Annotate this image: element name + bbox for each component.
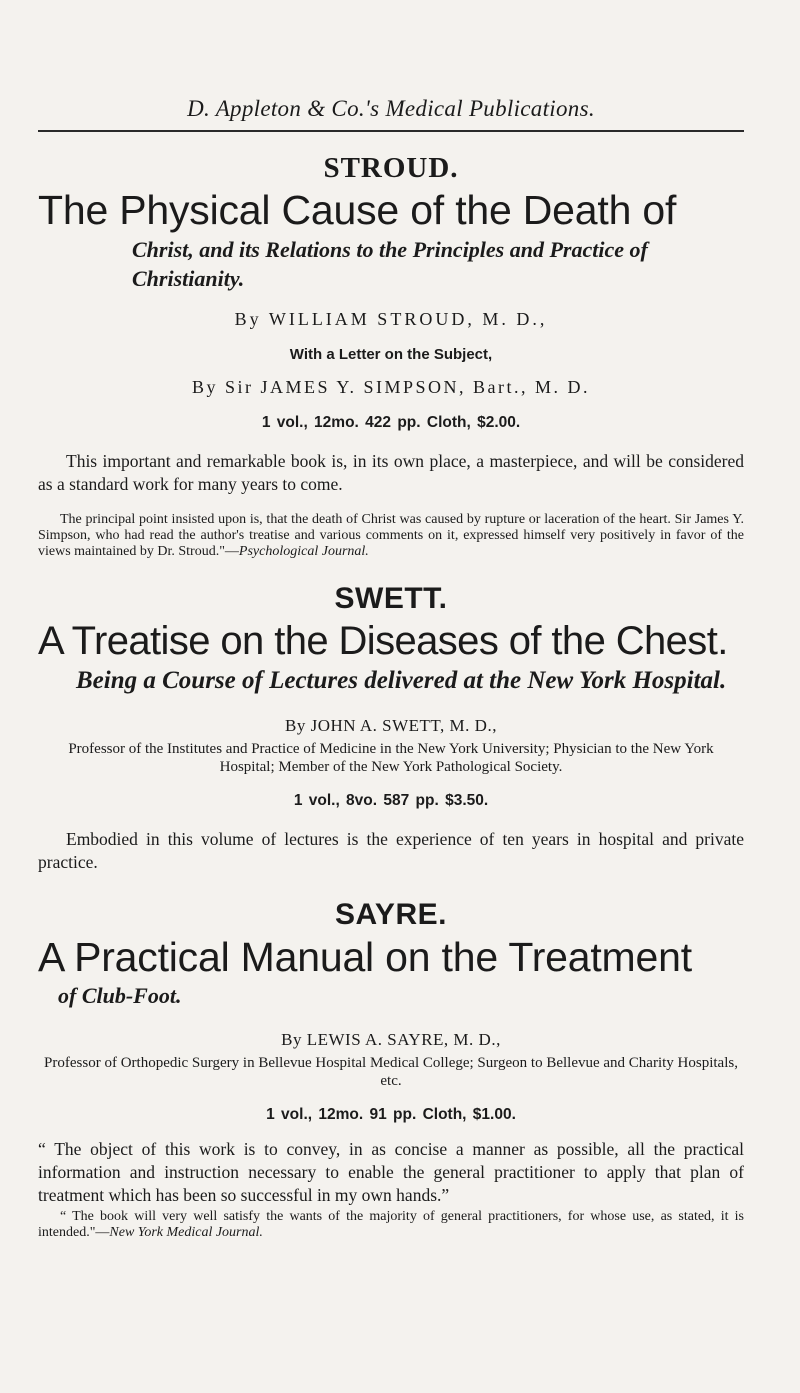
book-title: A Practical Manual on the Treatment	[38, 934, 692, 980]
entry-sayre	[38, 898, 744, 1241]
author-heading: STROUD.	[323, 152, 459, 184]
byline: By JOHN A. SWETT, M. D.,	[285, 716, 497, 735]
book-subtitle: Christ, and its Relations to the Principles and Practice of Christianity.	[132, 237, 648, 291]
edition-details: 1 vol., 8vo. 587 pp. $3.50.	[293, 792, 489, 809]
running-head: D. Appleton & Co.'s Medical Publications.	[187, 96, 595, 121]
book-subtitle: of Club-Foot.	[58, 983, 182, 1008]
author-credentials: Professor of Orthopedic Surgery in Bellevue Hospital Medical College; Surgeon to Bellevue and Charity Hospitals, etc.	[44, 1055, 738, 1089]
edition-details: 1 vol., 12mo. 91 pp. Cloth, $1.00.	[266, 1106, 516, 1123]
author-heading: SWETT.	[334, 582, 448, 615]
byline: By WILLIAM STROUD, M. D.,	[234, 309, 548, 329]
with-letter-note: With a Letter on the Subject,	[289, 346, 493, 363]
book-subtitle: Being a Course of Lectures delivered at the New York Hospital.	[76, 667, 727, 694]
entry-swett	[38, 582, 744, 874]
author-quote: “ The object of this work is to convey, in as concise a manner as possible, all the practical information and instruction necessary to enable the general practitioner to apply that plan of treatment which has been so successful in my own hands.”	[38, 1139, 744, 1205]
header-rule	[38, 130, 744, 132]
review-quote: “ The book will very well satisfy the wants of the majority of general practitioners, for whose use, as stated, it is intended."—New York Medical Journal.	[38, 1209, 744, 1240]
description: This important and remarkable book is, in its own place, a masterpiece, and will be considered as a standard work for many years to come.	[38, 451, 744, 494]
entry-stroud	[38, 152, 744, 560]
review-quote: The principal point insisted upon is, that the death of Christ was caused by rupture or laceration of the heart. Sir James Y. Simpson, who had read the author's treatise and various comments on it, expressed himself very positively in favor of the views maintained by Dr. Stroud."—Psychological Journal.	[38, 512, 744, 559]
byline: By LEWIS A. SAYRE, M. D.,	[281, 1030, 501, 1049]
review-source: New York Medical Journal.	[109, 1225, 263, 1240]
review-source: Psychological Journal.	[238, 544, 369, 559]
author-heading: SAYRE.	[335, 898, 447, 931]
book-title: A Treatise on the Diseases of the Chest.	[38, 619, 728, 663]
description: Embodied in this volume of lectures is the experience of ten years in hospital and private practice.	[38, 829, 744, 872]
byline-secondary: By Sir JAMES Y. SIMPSON, Bart., M. D.	[191, 377, 591, 397]
book-title: The Physical Cause of the Death of	[38, 187, 677, 233]
author-credentials: Professor of the Institutes and Practice of Medicine in the New York University; Physician to the New York Hospital; Member of the New York Pathological Society.	[68, 741, 714, 775]
edition-details: 1 vol., 12mo. 422 pp. Cloth, $2.00.	[261, 414, 521, 431]
